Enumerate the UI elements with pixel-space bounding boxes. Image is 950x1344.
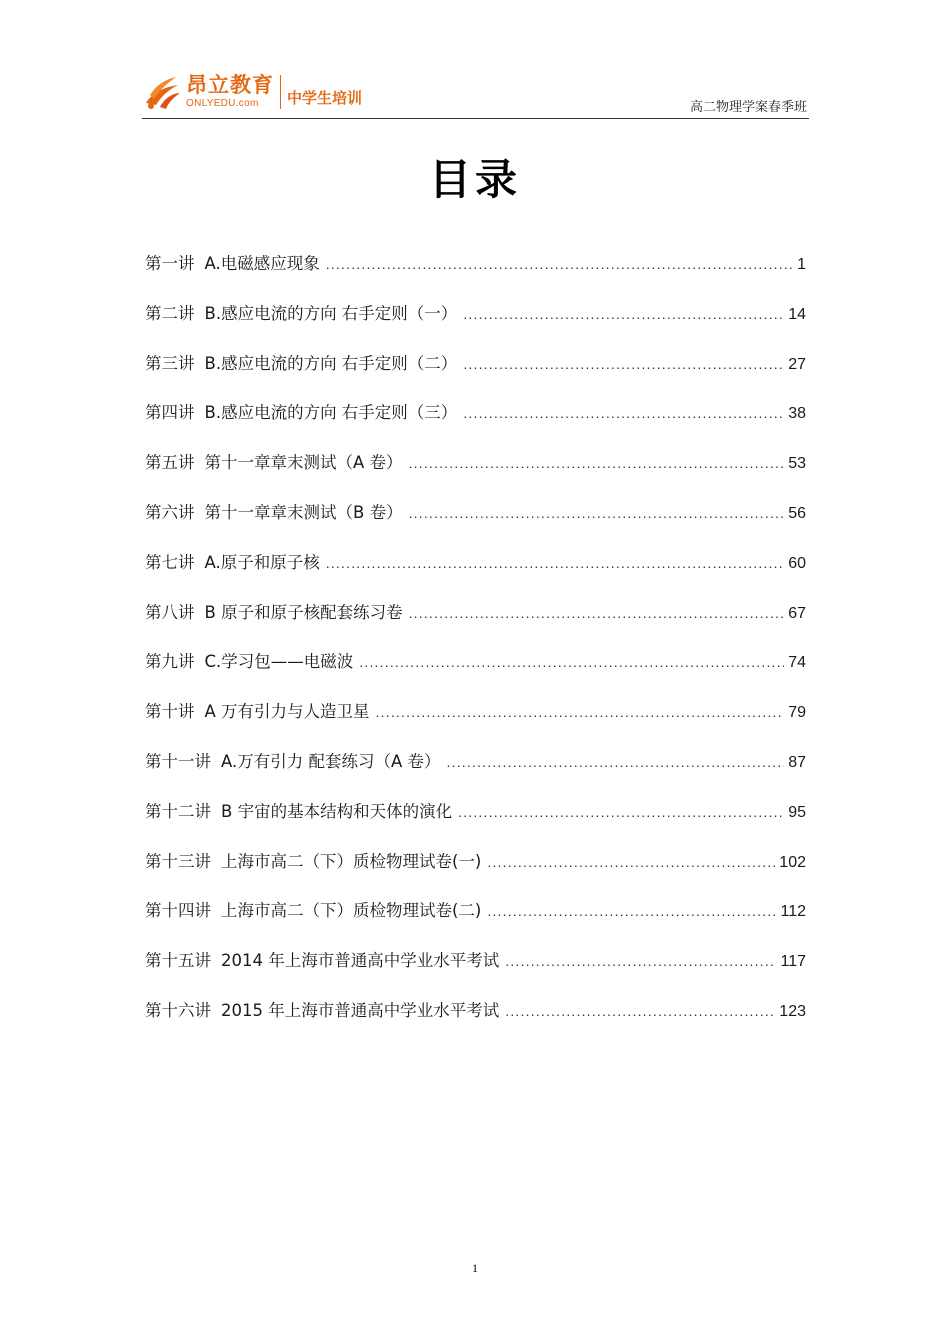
toc-entry[interactable] xyxy=(145,399,806,449)
toc-entry[interactable] xyxy=(145,897,806,947)
toc-dot-leader xyxy=(463,356,784,372)
toc-lecture-number: 第三讲 xyxy=(145,353,195,373)
course-name: 高二物理学案春季班 xyxy=(689,100,807,115)
toc-lecture-number: 第六讲 xyxy=(145,502,195,522)
toc-entry-label xyxy=(145,250,320,274)
toc-entry-title: B.感应电流的方向 右手定则（三） xyxy=(204,403,458,423)
toc-entry-label xyxy=(145,947,499,971)
toc-entry[interactable] xyxy=(145,549,806,599)
toc-dot-leader xyxy=(409,455,785,471)
toc-entry-label xyxy=(145,897,481,921)
toc-entry[interactable] xyxy=(145,449,806,499)
toc-dot-leader xyxy=(409,505,785,521)
toc-lecture-number: 第八讲 xyxy=(145,602,195,622)
toc-lecture-number: 第五讲 xyxy=(145,453,195,473)
toc-entry[interactable] xyxy=(145,848,806,898)
toc-entry-title: 上海市高二（下）质检物理试卷(二) xyxy=(221,901,482,921)
toc-entry-title: 2015 年上海市普通高中学业水平考试 xyxy=(221,1000,500,1020)
toc-entry-label xyxy=(145,549,320,573)
toc-page-number: 117 xyxy=(780,953,806,971)
toc-dot-leader xyxy=(359,654,784,670)
toc-entry-title: A.电磁感应现象 xyxy=(204,254,320,273)
toc-entry-title: B 原子和原子核配套练习卷 xyxy=(204,602,403,622)
toc-page-number: 112 xyxy=(780,903,806,921)
toc-entry[interactable] xyxy=(145,798,806,848)
toc-dot-leader xyxy=(409,605,785,621)
logo-text xyxy=(186,75,274,109)
toc-lecture-number: 第十六讲 xyxy=(145,1000,211,1020)
toc-entry-label xyxy=(145,350,457,374)
toc-dot-leader xyxy=(487,903,776,919)
page-header xyxy=(142,62,809,119)
toc-entry-label xyxy=(145,798,452,822)
toc-dot-leader xyxy=(463,306,784,322)
flame-logo-icon xyxy=(142,73,182,111)
toc-entry-title: B.感应电流的方向 右手定则（一） xyxy=(204,303,458,323)
toc-lecture-number: 第十一讲 xyxy=(145,751,211,771)
toc-lecture-number: 第七讲 xyxy=(145,552,195,572)
logo-divider xyxy=(280,75,281,109)
page-number: 1 xyxy=(472,1261,478,1275)
toc-dot-leader xyxy=(463,405,784,421)
toc-entry-label xyxy=(145,449,403,473)
toc-dot-leader xyxy=(447,754,785,770)
toc-lecture-number: 第一讲 xyxy=(145,254,195,273)
toc-entry[interactable] xyxy=(145,499,806,549)
toc-entry-label xyxy=(145,648,353,672)
logo-chinese-name: 昂立教育 xyxy=(186,73,274,97)
toc-entry-title: A.万有引力 配套练习（A 卷） xyxy=(221,751,441,771)
toc-entry[interactable] xyxy=(145,947,806,997)
toc-lecture-number: 第四讲 xyxy=(145,403,195,423)
toc-page-number: 123 xyxy=(779,1002,806,1020)
toc-entry[interactable] xyxy=(145,599,806,649)
toc-page-number: 14 xyxy=(788,305,806,323)
toc-entry-label xyxy=(145,300,457,324)
toc-page-number: 38 xyxy=(788,405,806,423)
toc-lecture-number: 第十四讲 xyxy=(145,901,211,921)
toc-entry-title: 第十一章章末测试（B 卷） xyxy=(204,502,403,522)
toc-dot-leader xyxy=(458,804,784,820)
toc-entry[interactable] xyxy=(145,300,806,350)
toc-entry-label xyxy=(145,748,441,772)
toc-dot-leader xyxy=(326,555,784,571)
toc-entry[interactable] xyxy=(145,250,806,300)
toc-entry[interactable] xyxy=(145,997,806,1047)
toc-entry[interactable] xyxy=(145,350,806,400)
toc-entry-title: B 宇宙的基本结构和天体的演化 xyxy=(221,801,453,821)
toc-page-number: 1 xyxy=(797,256,806,273)
toc-lecture-number: 第二讲 xyxy=(145,303,195,323)
toc-entry-title: 上海市高二（下）质检物理试卷(一) xyxy=(221,851,482,871)
toc-entry-title: B.感应电流的方向 右手定则（二） xyxy=(204,353,458,373)
toc-dot-leader xyxy=(505,953,776,969)
toc-page-number: 79 xyxy=(788,704,806,722)
page-title: 目录 xyxy=(428,155,521,204)
toc-page-number: 67 xyxy=(788,604,806,622)
toc-page-number: 53 xyxy=(788,455,806,473)
toc-lecture-number: 第九讲 xyxy=(145,652,195,672)
logo-subtitle: 中学生培训 xyxy=(287,88,363,107)
toc-lecture-number: 第十讲 xyxy=(145,702,195,722)
toc-entry-title: C.学习包——电磁波 xyxy=(204,652,354,672)
toc-dot-leader xyxy=(376,704,785,720)
toc-dot-leader xyxy=(326,256,793,272)
toc-entry-title: 2014 年上海市普通高中学业水平考试 xyxy=(221,951,500,971)
toc-lecture-number: 第十五讲 xyxy=(145,951,211,971)
toc-entry-label xyxy=(145,997,499,1021)
toc-page-number: 60 xyxy=(788,554,806,572)
toc-entry[interactable] xyxy=(145,698,806,748)
toc-entry-label xyxy=(145,848,481,872)
toc-page-number: 87 xyxy=(788,753,806,771)
toc-entry-label xyxy=(145,698,370,722)
toc-entry-label xyxy=(145,599,403,623)
toc-page-number: 56 xyxy=(788,504,806,522)
toc-lecture-number: 第十三讲 xyxy=(145,851,211,871)
toc-entry[interactable] xyxy=(145,748,806,798)
toc-page-number: 95 xyxy=(788,803,806,821)
toc-entry-title: A.原子和原子核 xyxy=(204,552,320,572)
toc-entry-title: 第十一章章末测试（A 卷） xyxy=(204,453,403,473)
toc-dot-leader xyxy=(487,854,775,870)
toc-entry[interactable] xyxy=(145,648,806,698)
toc-page-number: 102 xyxy=(779,853,806,871)
table-of-contents xyxy=(145,250,806,1047)
toc-entry-label xyxy=(145,399,457,423)
toc-page-number: 74 xyxy=(788,654,806,672)
toc-page-number: 27 xyxy=(788,355,806,373)
toc-lecture-number: 第十二讲 xyxy=(145,801,211,821)
toc-entry-title: A 万有引力与人造卫星 xyxy=(204,702,370,722)
toc-dot-leader xyxy=(505,1003,775,1019)
toc-entry-label xyxy=(145,499,403,523)
brand-logo xyxy=(142,70,362,114)
logo-english-name: ONLYEDU.com xyxy=(186,98,259,109)
